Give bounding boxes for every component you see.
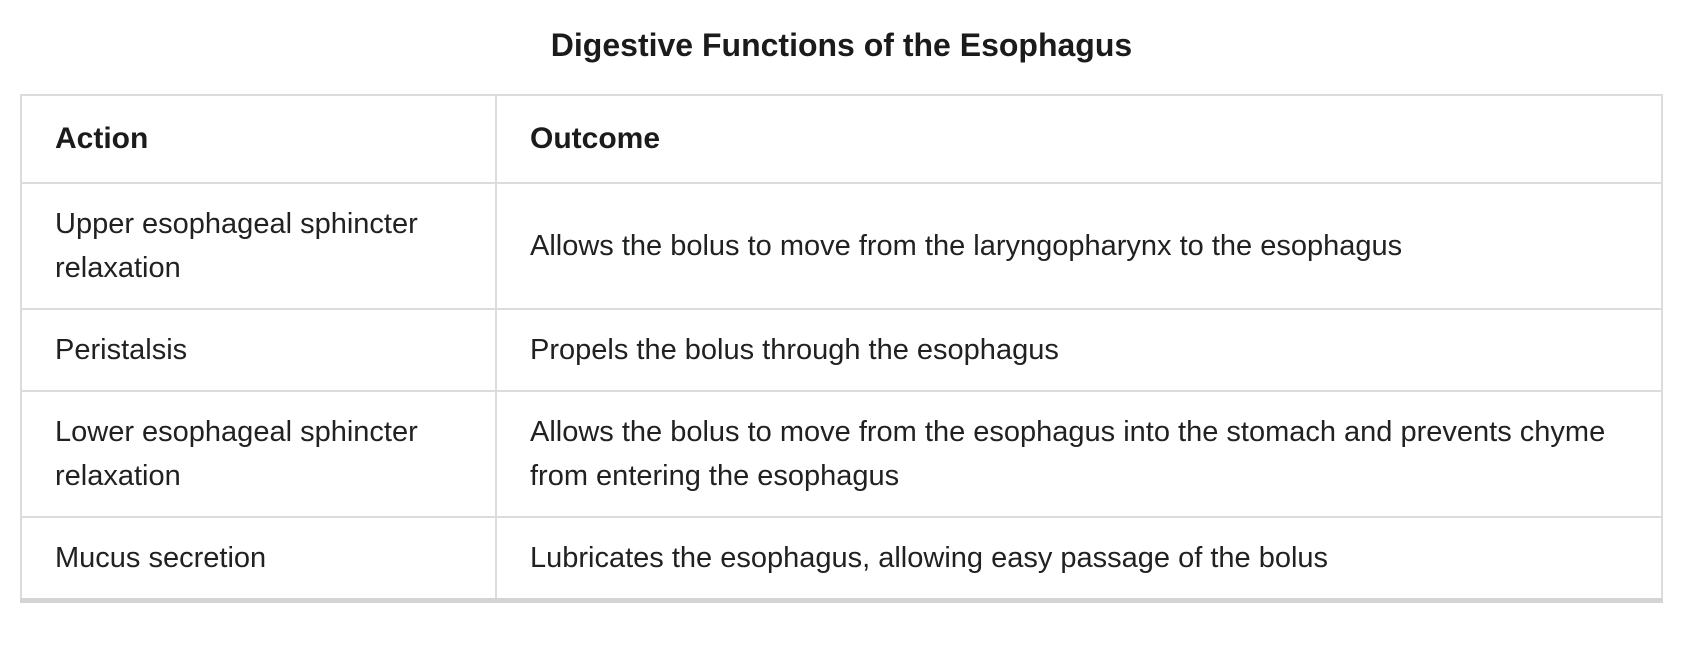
digestive-functions-table bbox=[20, 94, 1663, 603]
outcome-cell: Allows the bolus to move from the laryngopharynx to the esophagus bbox=[496, 183, 1662, 309]
table-row bbox=[21, 309, 1662, 391]
outcome-cell: Lubricates the esophagus, allowing easy passage of the bolus bbox=[496, 517, 1662, 601]
page-title: Digestive Functions of the Esophagus bbox=[550, 27, 1133, 63]
table-row bbox=[21, 517, 1662, 601]
column-header-action: Action bbox=[21, 95, 496, 183]
action-cell: Peristalsis bbox=[21, 309, 496, 391]
table-container bbox=[20, 94, 1663, 603]
action-cell: Upper esophageal sphincter relaxation bbox=[21, 183, 496, 309]
page bbox=[0, 26, 1683, 653]
outcome-cell: Allows the bolus to move from the esophagus into the stomach and prevents chyme from entering the esophagus bbox=[496, 391, 1662, 517]
table-row bbox=[21, 183, 1662, 309]
action-cell: Mucus secretion bbox=[21, 517, 496, 601]
outcome-cell: Propels the bolus through the esophagus bbox=[496, 309, 1662, 391]
header-row bbox=[21, 95, 1662, 183]
table-row bbox=[21, 391, 1662, 517]
action-cell: Lower esophageal sphincter relaxation bbox=[21, 391, 496, 517]
column-header-outcome: Outcome bbox=[496, 95, 1662, 183]
